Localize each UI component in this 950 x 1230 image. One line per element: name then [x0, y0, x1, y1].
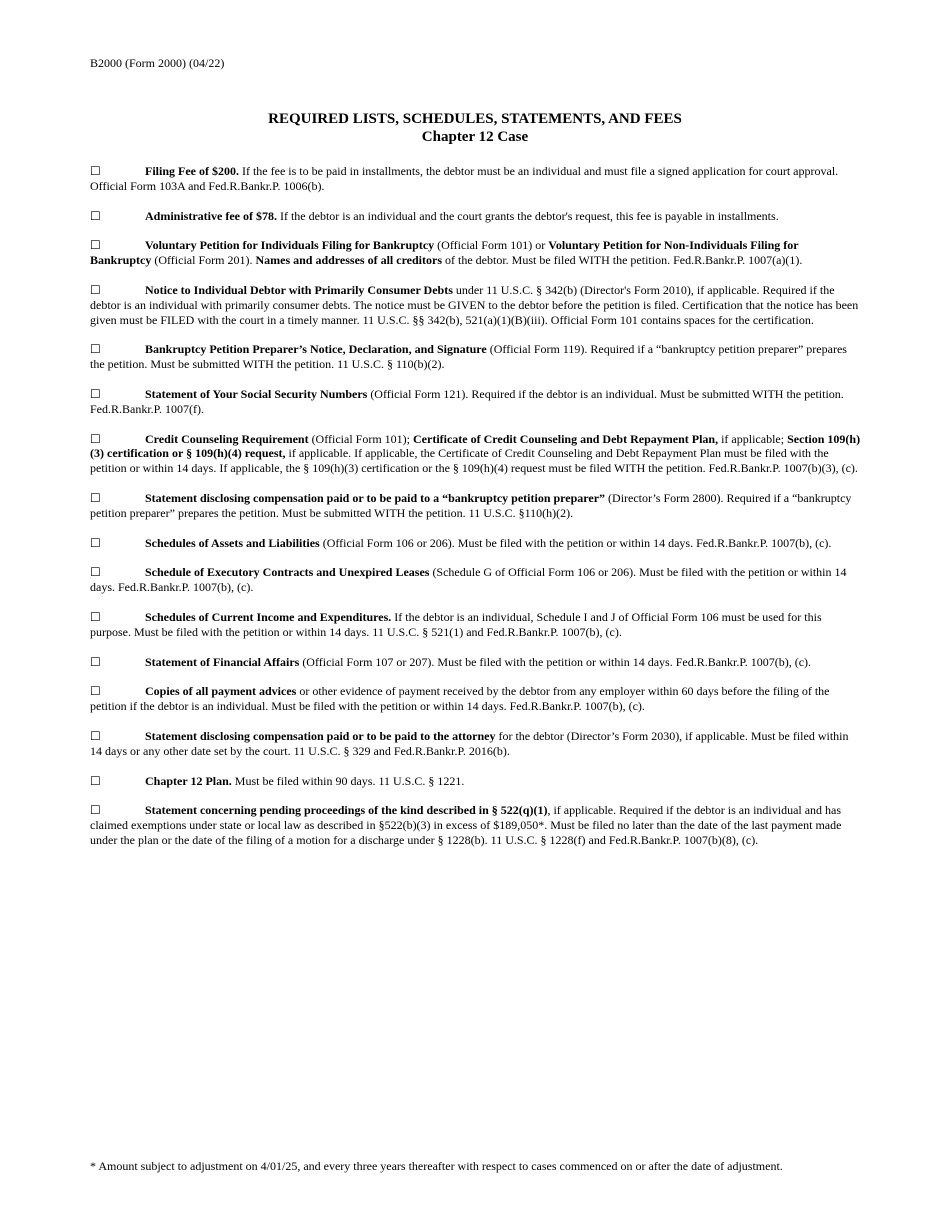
item-text: under 11 U.S.C. § 342(b) (Director's Form 2010), if applicable. Required if the debtor is an individual with primarily consumer debts. The notice must be GIVEN to the debtor before the petition is filed. Certification that the notice has been given must be FILED with the court in a timely manner. 11 U.S.C. §§ 342(b), 521(a)(1)(B)(iii). Official Form 101 contains spaces for the certification. — [90, 282, 859, 327]
item-text: (Official Form 107 or 207). Must be filed with the petition or within 14 days. Fed.R.Bankr.P. 1007(b), (c). — [299, 654, 812, 669]
item-heading: Chapter 12 Plan. — [145, 773, 232, 788]
checklist-item — [90, 209, 862, 224]
item-heading: Names and addresses of all creditors — [255, 253, 443, 268]
checklist-item — [90, 610, 862, 640]
checklist-item — [90, 238, 862, 268]
checklist-item — [90, 387, 862, 417]
checklist-item — [90, 655, 862, 670]
checkbox[interactable]: ☐ — [90, 609, 101, 624]
checkbox[interactable]: ☐ — [90, 803, 101, 818]
checklist-item — [90, 536, 862, 551]
item-heading: Filing Fee of $200. — [145, 164, 239, 178]
checklist-item — [90, 684, 862, 714]
checkbox[interactable]: ☐ — [90, 238, 101, 253]
checkbox[interactable]: ☐ — [90, 490, 101, 505]
item-text: If the debtor is an individual, Schedule I and J of Official Form 106 must be used for this purpose. Must be filed with the petition or within 14 days. 11 U.S.C. § 521(1) and Fed.R.Bankr.P. 1007(b), (c). — [90, 609, 822, 639]
form-id: B2000 (Form 2000) (04/22) — [90, 56, 225, 70]
item-text: Must be filed within 90 days. 11 U.S.C. § 1221. — [231, 773, 465, 788]
checklist-item — [90, 342, 862, 372]
item-heading: Statement of Financial Affairs — [145, 654, 300, 669]
checkbox[interactable]: ☐ — [90, 386, 101, 401]
item-text: (Official Form 101); — [308, 431, 413, 446]
item-text: if applicable; — [718, 431, 788, 446]
checkbox[interactable]: ☐ — [90, 654, 101, 669]
checklist-item — [90, 803, 862, 847]
checklist-item — [90, 774, 862, 789]
checkbox[interactable]: ☐ — [90, 164, 101, 178]
item-heading: Voluntary Petition for Non-Individuals Filing for Bankruptcy — [90, 238, 799, 268]
checklist-item — [90, 283, 862, 327]
page-subtitle: Chapter 12 Case — [421, 129, 529, 145]
checklist-item — [90, 491, 862, 521]
item-text: (Schedule G of Official Form 106 or 206). Must be filed with the petition or within 14 days. Fed.R.Bankr.P. 1007(b), (c). — [90, 565, 847, 595]
checkbox[interactable]: ☐ — [90, 535, 101, 550]
checklist-item — [90, 432, 862, 476]
checklist — [90, 164, 862, 848]
item-heading: Voluntary Petition for Individuals Filing for Bankruptcy — [145, 238, 435, 253]
item-text: (Official Form 201). — [151, 253, 256, 268]
item-heading: Schedule of Executory Contracts and Unexpired Leases — [145, 565, 430, 580]
item-heading: Statement disclosing compensation paid or to be paid to the attorney — [145, 728, 496, 743]
checkbox[interactable]: ☐ — [90, 773, 101, 788]
item-text: of the debtor. Must be filed WITH the petition. Fed.R.Bankr.P. 1007(a)(1). — [442, 253, 803, 268]
title-block — [0, 110, 950, 146]
item-text: or other evidence of payment received by the debtor from any employer within 60 days before the filing of the petition if the debtor is an individual. Must be filed with the petition or within 14 days. Fed.R.Bankr.P. 1007(b), (c). — [90, 684, 830, 714]
checkbox[interactable]: ☐ — [90, 342, 101, 357]
item-text: (Official Form 101) or — [434, 238, 549, 253]
item-heading: Certificate of Credit Counseling and Debt Repayment Plan, — [413, 431, 719, 446]
checklist-item — [90, 164, 862, 194]
item-heading: Schedules of Assets and Liabilities — [145, 535, 320, 550]
item-heading: Administrative fee of $78. — [145, 208, 277, 223]
item-heading: Statement concerning pending proceedings of the kind described in § 522(q)(1) — [145, 803, 548, 818]
checkbox[interactable]: ☐ — [90, 684, 101, 699]
item-text: , if applicable. Required if the debtor is an individual and has claimed exemptions under state or local law as described in §522(b)(3) in excess of $189,050*. Must be filed no later than the date of the last payment made under the plan or the date of the filing of a motion for a discharge under § 1228(b). 11 U.S.C. § 1228(f) and Fed.R.Bankr.P. 1007(b)(8), (c). — [90, 803, 842, 847]
item-heading: Schedules of Current Income and Expenditures. — [145, 609, 392, 624]
item-text: for the debtor (Director’s Form 2030), if applicable. Must be filed within 14 days or any other date set by the court. 11 U.S.C. § 329 and Fed.R.Bankr.P. 2016(b). — [90, 728, 849, 758]
item-heading: Notice to Individual Debtor with Primarily Consumer Debts — [145, 282, 453, 297]
item-text: If the debtor is an individual and the court grants the debtor's request, this fee is payable in installments. — [276, 208, 779, 223]
item-heading: Credit Counseling Requirement — [145, 431, 309, 446]
item-heading: Bankruptcy Petition Preparer’s Notice, Declaration, and Signature — [145, 342, 487, 357]
footnote: * Amount subject to adjustment on 4/01/25, and every three years thereafter with respect to cases commenced on or after the date of adjustment. — [90, 1159, 783, 1173]
item-text: (Director’s Form 2800). Required if a “bankruptcy petition preparer” prepares the petition. Must be submitted WITH the petition. 11 U.S.C. §110(h)(2). — [90, 490, 852, 520]
item-heading: Copies of all payment advices — [145, 684, 297, 699]
item-text: (Official Form 106 or 206). Must be filed with the petition or within 14 days. Fed.R.Bankr.P. 1007(b), (c). — [319, 535, 832, 550]
item-heading: Section 109(h)(3) certification or § 109(h)(4) request, — [90, 431, 861, 461]
item-heading: Statement disclosing compensation paid or to be paid to a “bankruptcy petition preparer” — [145, 490, 606, 505]
checkbox[interactable]: ☐ — [90, 565, 101, 580]
item-heading: Statement of Your Social Security Numbers — [145, 386, 368, 401]
item-text: If the fee is to be paid in installments, the debtor must be an individual and must file a signed application for court approval. Official Form 103A and Fed.R.Bankr.P. 1006(b). — [90, 164, 839, 193]
checkbox[interactable]: ☐ — [90, 431, 101, 446]
checkbox[interactable]: ☐ — [90, 728, 101, 743]
item-text: (Official Form 121). Required if the debtor is an individual. Must be submitted WITH the petition. Fed.R.Bankr.P. 1007(f). — [90, 386, 844, 416]
item-text: if applicable. If applicable, the Certificate of Credit Counseling and Debt Repayment Plan must be filed with the petition or within 14 days. If applicable, the § 109(h)(3) certification or the § 109(h)(4) request must be filed WITH the petition. Fed.R.Bankr.P. 1007(b)(3), (c). — [90, 446, 858, 476]
item-text: (Official Form 119). Required if a “bankruptcy petition preparer” prepares the petition. Must be submitted WITH the petition. 11 U.S.C. § 110(b)(2). — [90, 342, 847, 372]
checkbox[interactable]: ☐ — [90, 282, 101, 297]
page-title: REQUIRED LISTS, SCHEDULES, STATEMENTS, AND FEES — [268, 111, 682, 127]
checkbox[interactable]: ☐ — [90, 208, 101, 223]
checklist-item — [90, 729, 862, 759]
checklist-item — [90, 565, 862, 595]
